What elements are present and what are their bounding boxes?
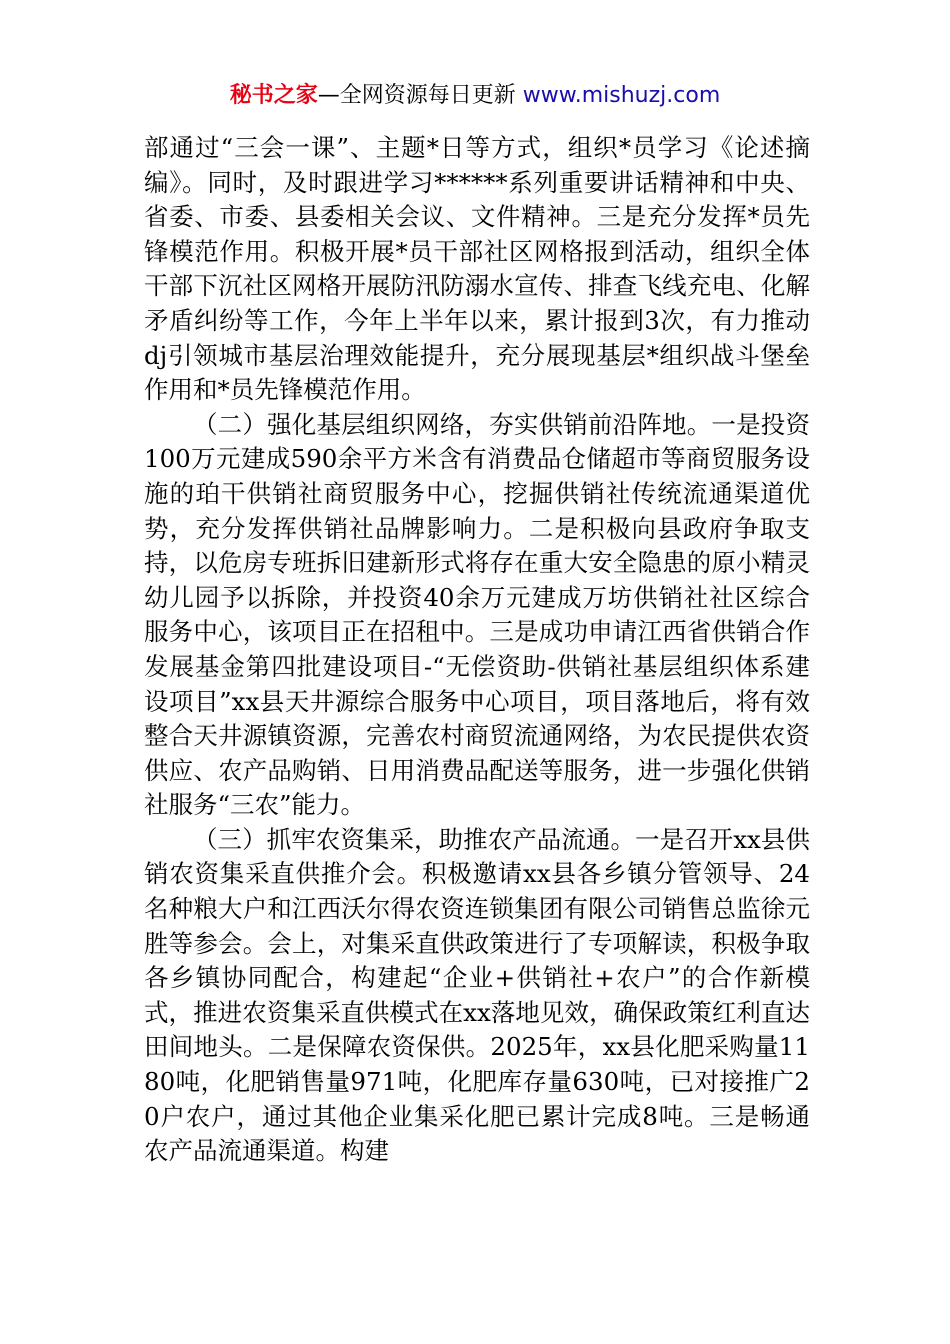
site-slogan: —全网资源每日更新: [317, 83, 516, 108]
site-brand: 秘书之家: [229, 83, 318, 108]
site-header: [0, 80, 950, 112]
paragraph-section-three: （三）抓牢农资集采，助推农产品流通。一是召开xx县供销农资集采直供推介会。积极邀请xx县各乡镇分管领导、24名种粮大户和江西沃尔得农资连锁集团有限公司销售总监徐元胜等参会。会上，对集采直供政策进行了专项解读，积极争取各乡镇协同配合，构建起“企业+供销社+农户”的合作新模式，推进农资集采直供模式在xx落地见效，确保政策红利直达田间地头。二是保障农资保供。2025年，xx县化肥采购量1180吨，化肥销售量971吨，化肥库存量630吨，已对接推广20户农户，通过其他企业集采化肥已累计完成8吨。三是畅通农产品流通渠道。构建: [144, 824, 810, 1166]
document-body: [144, 131, 810, 1169]
paragraph-continued: 部通过“三会一课”、主题*日等方式，组织*员学习《论述摘编》。同时，及时跟进学习******系列重要讲话精神和中央、省委、市委、县委相关会议、文件精神。三是充分发挥*员先锋模范作用。积极开展*员干部社区网格报到活动，组织全体干部下沉社区网格开展防汛防溺水宣传、排查飞线充电、化解矛盾纠纷等工作，今年上半年以来，累计报到3次，有力推动dj引领城市基层治理效能提升，充分展现基层*组织战斗堡垒作用和*员先锋模范作用。: [144, 133, 810, 405]
paragraph-section-two: （二）强化基层组织网络，夯实供销前沿阵地。一是投资100万元建成590余平方米含有消费品仓储超市等商贸服务设施的珀干供销社商贸服务中心，挖掘供销社传统流通渠道优势，充分发挥供销社品牌影响力。二是积极向县政府争取支持，以危房专班拆旧建新形式将存在重大安全隐患的原小精灵幼儿园予以拆除，并投资40余万元建成万坊供销社社区综合服务中心，该项目正在招租中。三是成功申请江西省供销合作发展基金第四批建设项目-“无偿资助-供销社基层组织体系建设项目”xx县天井源综合服务中心项目，项目落地后，将有效整合天井源镇资源，完善农村商贸流通网络，为农民提供农资供应、农产品购销、日用消费品配送等服务，进一步强化供销社服务“三农”能力。: [144, 409, 810, 820]
site-url-link[interactable]: www.mishuzj.com: [522, 83, 721, 108]
